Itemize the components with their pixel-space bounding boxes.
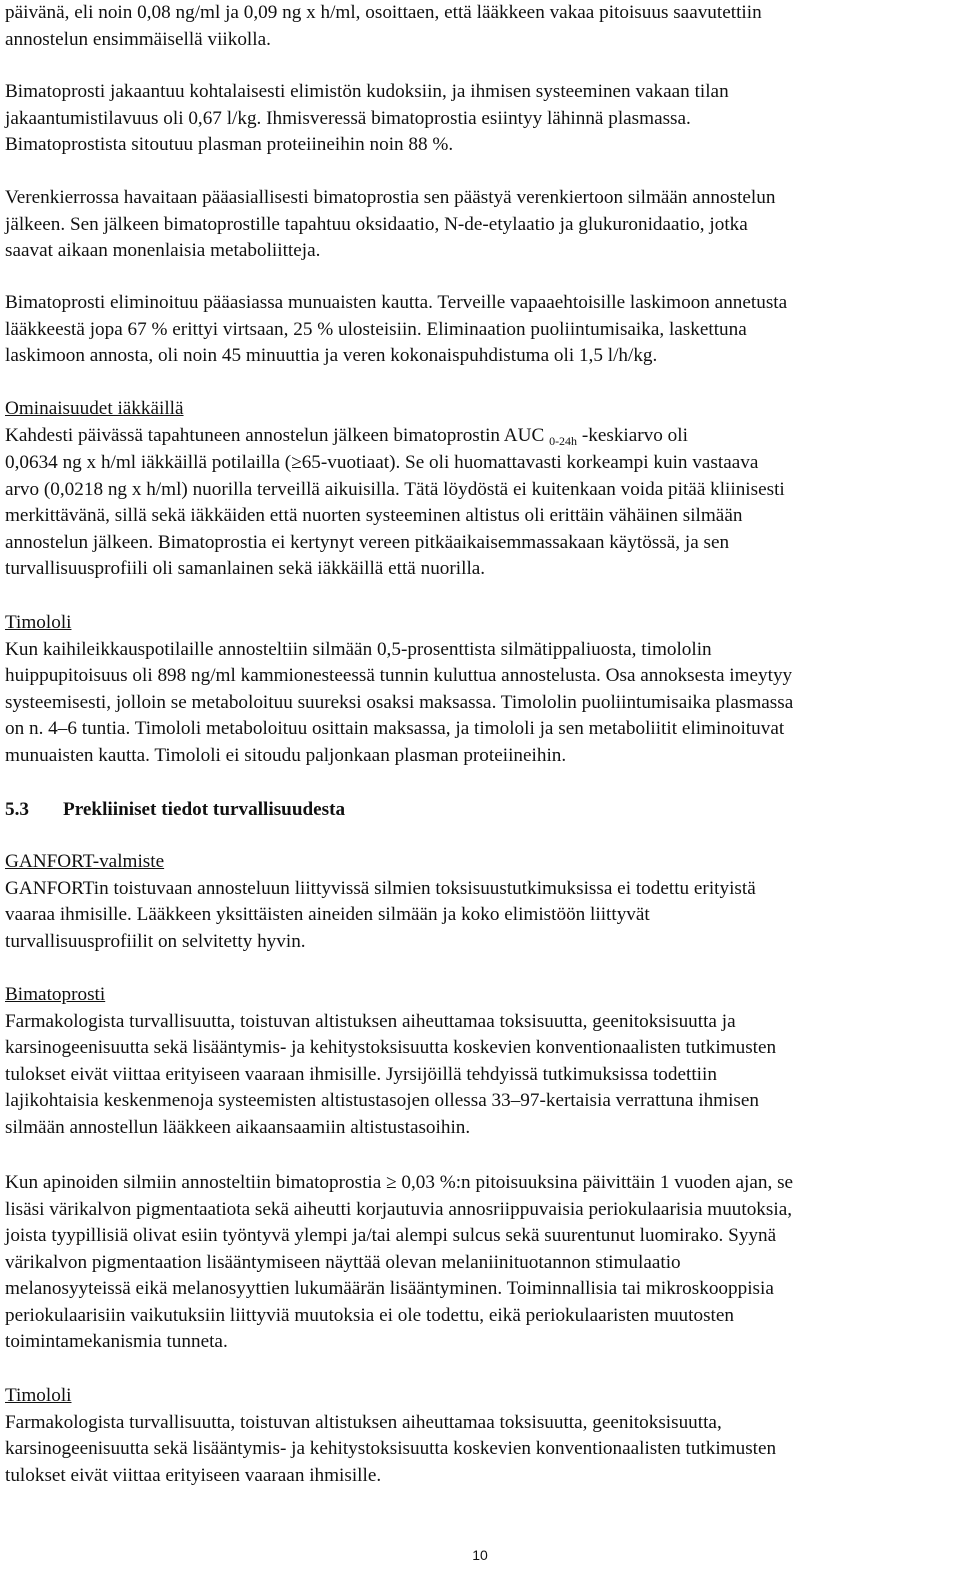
- text-line: karsinogeenisuutta sekä lisääntymis- ja kehitystoksisuutta koskevien konventionaalisten tutkimusten: [5, 1438, 777, 1459]
- text-line: munuaisten kautta. Timololi ei sitoudu paljonkaan plasman proteiineihin.: [5, 744, 567, 766]
- text-line: Verenkierrossa havaitaan pääasiallisesti bimatoprostia sen päästyä verenkiertoon silmään annostelun: [5, 187, 776, 208]
- text-line: systeemisesti, jolloin se metaboloituu suureksi osaksi maksassa. Timololin puoliintumisaika plasmassa: [5, 691, 794, 713]
- text-line: Bimatoprosti jakaantuu kohtalaisesti elimistön kudoksiin, ja ihmisen systeeminen vakaan tilan: [5, 81, 729, 102]
- paragraph-metabolism: [5, 185, 955, 265]
- text-fragment: -keskiarvo oli: [577, 424, 688, 446]
- text-line: saavat aikaan monenlaisia metaboliitteja.: [5, 240, 321, 261]
- text-line: Kun kaihileikkauspotilaille annosteltiin silmään 0,5-prosenttista silmätippaliuosta, timololin: [5, 638, 712, 660]
- text-line: lisäsi värikalvon pigmentaatiota sekä aiheutti korjautuvia annosriippuvaisia periokulaarisia muutoksia,: [5, 1198, 793, 1220]
- page-number: 10: [472, 1547, 488, 1563]
- text-line: silmään annostellun lääkkeen aikaansaamiin altistustasoihin.: [5, 1116, 471, 1138]
- section-elderly: [5, 396, 955, 583]
- section-bimatoprost: [5, 982, 955, 1141]
- paragraph-distribution: [5, 79, 955, 159]
- text-line: vaaraa ihmisille. Lääkkeen yksittäisten aineiden silmään ja koko elimistöön liittyvät: [5, 904, 650, 925]
- text-line: Farmakologista turvallisuutta, toistuvan altistuksen aiheuttamaa toksisuutta, geenitoksisuutta ja: [5, 1010, 736, 1032]
- text-line: karsinogeenisuutta sekä lisääntymis- ja kehitystoksisuutta koskevien konventionaalisten tutkimusten: [5, 1037, 777, 1058]
- section-number: 5.3: [5, 799, 29, 820]
- text-line: GANFORTin toistuvaan annosteluun liittyvissä silmien toksisuustutkimuksissa ei todettu erityistä: [5, 877, 756, 899]
- section-title: Prekliiniset tiedot turvallisuudesta: [63, 799, 346, 820]
- auc-subscript: 0-24h: [549, 433, 578, 448]
- text-line: melanosyyteissä eikä melanosyyttien lukumäärän lisääntyminen. Toiminnallisia tai mikroskooppisia: [5, 1278, 774, 1299]
- section-timolol-preclinical: [5, 1383, 955, 1489]
- text-line: [5, 423, 955, 451]
- text-line: jakaantumistilavuus oli 0,67 l/kg. Ihmisveressä bimatoprostia esiintyy lähinnä plasmassa.: [5, 107, 691, 129]
- text-line: turvallisuusprofiili oli samanlainen sekä iäkkäillä että nuorilla.: [5, 558, 486, 579]
- text-line: periokulaarisiin vaikutuksiin liittyviä muutoksia ei ole todettu, eikä periokulaaristen muutosten: [5, 1304, 734, 1326]
- text-line: 0,0634 ng x h/ml iäkkäillä potilailla (≥65-vuotiaat). Se oli huomattavasti korkeampi kuin vastaava: [5, 452, 759, 473]
- text-line: annostelun jälkeen. Bimatoprostia ei kertynyt vereen pitkäaikaisemmassakaan käytössä, ja sen: [5, 531, 730, 553]
- text-line: merkittävänä, sillä sekä iäkkäiden että nuorten systeeminen altistus oli erittäin vähäinen silmään: [5, 505, 743, 526]
- text-line: Bimatoprostista sitoutuu plasman proteiineihin noin 88 %.: [5, 134, 454, 155]
- text-line: Bimatoprosti eliminoituu pääasiassa munuaisten kautta. Terveille vapaaehtoisille laskimoon annetusta: [5, 292, 788, 313]
- text-line: arvo (0,0218 ng x h/ml) nuorilla terveillä aikuisilla. Tätä löydöstä ei kuitenkaan voida pitää kliinisesti: [5, 478, 785, 500]
- text-line: lajikohtaisia keskenmenoja systeemisten altistustasojen ollessa 33–97-kertaisia verrattuna ihmisen: [5, 1090, 759, 1111]
- text-fragment: Kahdesti päivässä tapahtuneen annostelun jälkeen bimatoprostin AUC: [5, 424, 550, 446]
- subheading-timolol: Timololi: [5, 1385, 72, 1406]
- paragraph-monkey-study: [5, 1170, 955, 1356]
- text-line: laskimoon annosta, oli noin 45 minuuttia ja veren kokonaispuhdistuma oli 1,5 l/h/kg.: [5, 345, 658, 366]
- text-line: Farmakologista turvallisuutta, toistuvan altistuksen aiheuttamaa toksisuutta, geenitoksisuutta,: [5, 1411, 722, 1433]
- text-line: jälkeen. Sen jälkeen bimatoprostille tapahtuu oksidaatio, N-de-etylaatio ja glukuronidaatio, jotka: [5, 213, 748, 235]
- text-line: on n. 4–6 tuntia. Timololi metaboloituu osittain maksassa, ja timololi ja sen metaboliitit eliminoituvat: [5, 718, 785, 739]
- section-ganfort: [5, 849, 955, 955]
- text-line: päivänä, eli noin 0,08 ng/ml ja 0,09 ng x h/ml, osoittaen, että lääkkeen vakaa pitoisuus saavutettiin: [5, 2, 762, 23]
- section-heading: [5, 797, 955, 824]
- subheading-ganfort: GANFORT-valmiste: [5, 851, 165, 872]
- text-line: tulokset eivät viittaa erityiseen vaaraan ihmisille.: [5, 1464, 382, 1486]
- text-line: huippupitoisuus oli 898 ng/ml kammionesteessä tunnin kuluttua annostelusta. Osa annoksesta imeytyy: [5, 665, 793, 686]
- text-line: tulokset eivät viittaa erityiseen vaaraan ihmisille. Jyrsijöillä tehdyissä tutkimuksissa todettiin: [5, 1063, 717, 1085]
- subheading-timolol: Timololi: [5, 612, 72, 633]
- text-line: toimintamekanismia tunneta.: [5, 1331, 228, 1352]
- subheading-bimatoprost: Bimatoprosti: [5, 984, 106, 1005]
- text-line: joista tyypillisiä olivat esiin työntyvä ylempi ja/tai alempi sulcus sekä suurentunut luomirako. Syynä: [5, 1225, 777, 1246]
- paragraph-elimination: [5, 290, 955, 370]
- text-line: turvallisuusprofiilit on selvitetty hyvin.: [5, 930, 306, 952]
- section-timolol-pk: [5, 610, 955, 769]
- text-line: annostelun ensimmäisellä viikolla.: [5, 28, 271, 50]
- text-line: lääkkeestä jopa 67 % erittyi virtsaan, 25 % ulosteisiin. Eliminaation puoliintumisaika, laskettuna: [5, 318, 747, 340]
- text-line: Kun apinoiden silmiin annosteltiin bimatoprostia ≥ 0,03 %:n pitoisuuksina päivittäin 1 vuoden ajan, se: [5, 1172, 794, 1193]
- paragraph-steady-state: [5, 0, 955, 53]
- text-line: värikalvon pigmentaation lisääntymiseen näyttää olevan melaniinituotannon stimulaatio: [5, 1251, 681, 1273]
- subheading-elderly: Ominaisuudet iäkkäillä: [5, 398, 184, 419]
